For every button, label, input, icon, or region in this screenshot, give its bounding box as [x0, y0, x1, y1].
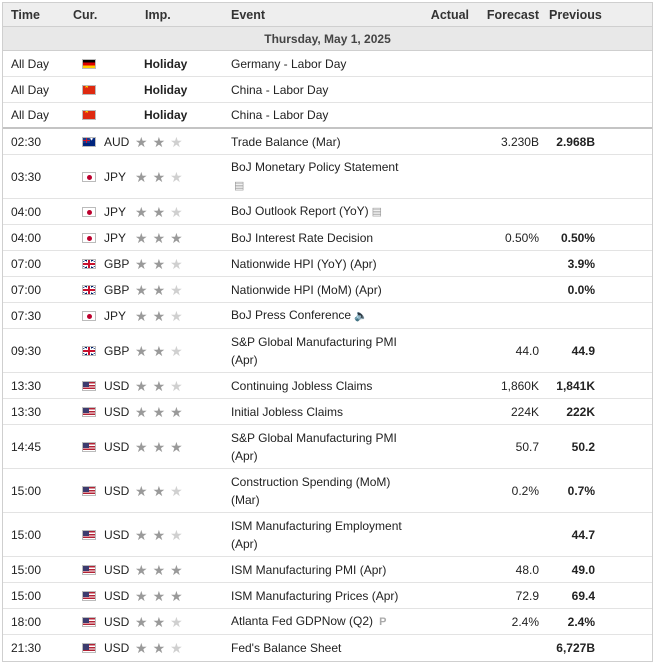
star-filled-icon: ★ — [152, 281, 166, 298]
importance-stars — [135, 135, 223, 149]
event-title[interactable]: BoJ Outlook Report (YoY) — [231, 204, 369, 219]
star-filled-icon: ★ — [152, 526, 166, 543]
star-filled-icon: ★ — [135, 613, 148, 630]
star-filled-icon: ★ — [152, 587, 166, 604]
event-row[interactable] — [3, 225, 652, 251]
importance-stars — [135, 379, 223, 393]
event-title[interactable]: Continuing Jobless Claims — [231, 378, 373, 393]
previous-value: 69.4 — [571, 588, 595, 603]
us-flag-icon — [82, 381, 96, 391]
event-title[interactable]: BoJ Interest Rate Decision — [231, 230, 374, 245]
currency-cell — [69, 484, 135, 498]
forecast-value: 3.230B — [500, 134, 539, 149]
date-band: Thursday, May 1, 2025 — [3, 27, 652, 51]
previous-value: 44.7 — [571, 527, 595, 542]
currency-cell — [69, 344, 135, 358]
currency-cell — [69, 615, 135, 629]
previous-value: 0.50% — [560, 230, 595, 245]
event-title[interactable]: S&P Global Manufacturing PMI (Apr) — [231, 430, 397, 463]
event-name[interactable]: Germany - Labor Day — [231, 56, 347, 71]
star-filled-icon: ★ — [135, 307, 148, 324]
currency-code: USD — [104, 404, 130, 419]
event-row[interactable] — [3, 277, 652, 303]
time-cell: 13:30 — [11, 404, 42, 419]
forecast-value: 224K — [510, 404, 539, 419]
importance-stars — [135, 528, 223, 542]
currency-code: JPY — [104, 204, 127, 219]
star-filled-icon: ★ — [135, 438, 148, 455]
currency-code: GBP — [104, 343, 130, 358]
star-filled-icon: ★ — [152, 640, 166, 656]
currency-cell — [69, 309, 135, 323]
star-filled-icon: ★ — [170, 561, 183, 578]
star-filled-icon: ★ — [135, 377, 148, 394]
event-name[interactable] — [223, 133, 415, 151]
star-filled-icon: ★ — [152, 438, 166, 455]
star-empty-icon: ★ — [170, 168, 183, 185]
importance-stars — [135, 615, 223, 629]
star-empty-icon: ★ — [170, 255, 183, 272]
previous-value: 222K — [566, 404, 595, 419]
star-filled-icon: ★ — [152, 377, 166, 394]
us-flag-icon — [82, 591, 96, 601]
event-title[interactable]: BoJ Press Conference — [231, 308, 352, 323]
currency-cell — [69, 440, 135, 454]
event-row[interactable] — [3, 155, 652, 199]
header-forecast[interactable]: Forecast — [486, 7, 539, 22]
time-cell: 07:00 — [11, 282, 42, 297]
forecast-value: 2.4% — [511, 614, 539, 629]
currency-code: USD — [104, 378, 130, 393]
time-cell: 21:30 — [11, 641, 42, 655]
star-empty-icon: ★ — [170, 203, 183, 220]
forecast-value: 0.2% — [511, 483, 539, 498]
us-flag-icon — [82, 442, 96, 452]
event-name[interactable] — [223, 429, 415, 465]
event-name[interactable] — [223, 377, 415, 395]
event-title[interactable]: BoJ Monetary Policy Statement — [231, 160, 399, 175]
event-row[interactable] — [3, 129, 652, 155]
time-cell: All Day — [11, 82, 50, 97]
event-name[interactable] — [223, 202, 415, 221]
importance-stars — [135, 563, 223, 577]
event-row[interactable] — [3, 399, 652, 425]
event-title[interactable]: ISM Manufacturing Employment (Apr) — [231, 518, 402, 551]
star-filled-icon: ★ — [135, 640, 148, 656]
importance-stars — [135, 205, 223, 219]
event-list — [3, 129, 652, 661]
event-title[interactable]: S&P Global Manufacturing PMI (Apr) — [231, 334, 397, 367]
time-cell: 13:30 — [11, 378, 42, 393]
currency-cell — [69, 283, 135, 297]
currency-cell — [69, 589, 135, 603]
importance-stars — [135, 231, 223, 245]
forecast-value: 50.7 — [515, 439, 539, 454]
currency-code: GBP — [104, 282, 130, 297]
time-cell: 09:30 — [11, 343, 42, 358]
preliminary-icon[interactable]: P — [379, 615, 387, 628]
us-flag-icon — [82, 643, 96, 653]
forecast-value: 44.0 — [515, 343, 539, 358]
japan-flag-icon — [82, 311, 96, 321]
holiday-row[interactable] — [3, 103, 652, 129]
event-title[interactable]: Initial Jobless Claims — [231, 404, 344, 419]
document-icon[interactable]: ▤ — [234, 179, 245, 192]
currency-cell — [69, 205, 135, 219]
star-empty-icon: ★ — [170, 307, 183, 324]
speaker-icon[interactable]: 🔈 — [354, 309, 368, 322]
event-row[interactable] — [3, 329, 652, 373]
star-filled-icon: ★ — [152, 255, 166, 272]
importance-stars — [135, 484, 223, 498]
japan-flag-icon — [82, 207, 96, 217]
time-cell: 03:30 — [11, 169, 42, 184]
importance-stars — [135, 283, 223, 297]
forecast-value: 0.50% — [504, 230, 539, 245]
star-filled-icon: ★ — [135, 168, 148, 185]
previous-value: 0.0% — [567, 282, 595, 297]
star-empty-icon: ★ — [170, 613, 183, 630]
time-cell: All Day — [11, 108, 50, 122]
star-filled-icon: ★ — [152, 403, 166, 420]
star-filled-icon: ★ — [135, 587, 148, 604]
importance-stars — [135, 344, 223, 358]
event-name[interactable]: China - Labor Day — [231, 82, 329, 97]
currency-code: USD — [104, 527, 130, 542]
event-title[interactable]: Trade Balance (Mar) — [231, 134, 341, 149]
star-filled-icon: ★ — [152, 307, 166, 324]
table-header — [3, 3, 652, 27]
event-row[interactable] — [3, 425, 652, 469]
event-row[interactable] — [3, 583, 652, 609]
importance-stars — [135, 641, 223, 655]
time-cell: 04:00 — [11, 230, 42, 245]
holiday-row[interactable] — [3, 51, 652, 77]
us-flag-icon — [82, 565, 96, 575]
currency-cell — [69, 231, 135, 245]
currency-cell — [69, 257, 135, 271]
event-row[interactable] — [3, 513, 652, 557]
event-row[interactable] — [3, 557, 652, 583]
star-filled-icon: ★ — [135, 342, 148, 359]
star-empty-icon: ★ — [170, 133, 183, 150]
event-name[interactable] — [223, 403, 415, 421]
currency-code: GBP — [104, 256, 130, 271]
star-filled-icon: ★ — [135, 133, 148, 150]
importance-stars — [135, 257, 223, 271]
currency-code: JPY — [104, 308, 127, 323]
star-filled-icon: ★ — [170, 587, 183, 604]
china-flag-icon — [82, 85, 96, 95]
star-empty-icon: ★ — [170, 342, 183, 359]
star-filled-icon: ★ — [152, 203, 166, 220]
forecast-value: 72.9 — [515, 588, 539, 603]
event-row[interactable] — [3, 303, 652, 329]
time-cell: 18:00 — [11, 614, 42, 629]
previous-value: 3.9% — [567, 256, 595, 271]
event-title[interactable]: ISM Manufacturing PMI (Apr) — [231, 562, 387, 577]
event-name[interactable] — [223, 229, 415, 247]
currency-code: USD — [104, 614, 130, 629]
time-cell: All Day — [11, 56, 50, 71]
time-cell: 15:00 — [11, 483, 42, 498]
currency-code: JPY — [104, 230, 127, 245]
event-name[interactable] — [223, 333, 415, 369]
importance-stars — [135, 440, 223, 454]
header-previous[interactable]: Previous — [549, 7, 602, 22]
uk-flag-icon — [82, 346, 96, 356]
currency-code: AUD — [104, 134, 130, 149]
uk-flag-icon — [82, 259, 96, 269]
star-filled-icon: ★ — [135, 526, 148, 543]
event-name[interactable] — [223, 281, 415, 299]
currency-code: USD — [104, 439, 130, 454]
previous-value: 50.2 — [571, 439, 595, 454]
economic-calendar — [2, 2, 653, 662]
previous-value: 49.0 — [571, 562, 595, 577]
currency-cell — [69, 641, 135, 655]
event-row[interactable] — [3, 609, 652, 635]
star-filled-icon: ★ — [135, 255, 148, 272]
star-empty-icon: ★ — [170, 640, 183, 656]
time-cell: 07:00 — [11, 256, 42, 271]
previous-value: 2.4% — [567, 614, 595, 629]
event-name[interactable] — [223, 639, 415, 657]
event-row[interactable] — [3, 635, 652, 661]
holiday-label: Holiday — [144, 108, 188, 122]
time-cell: 07:30 — [11, 308, 42, 323]
header-time[interactable]: Time — [11, 7, 40, 22]
star-filled-icon: ★ — [135, 482, 148, 499]
star-filled-icon: ★ — [135, 403, 148, 420]
event-name[interactable] — [223, 517, 415, 553]
event-name[interactable] — [223, 612, 415, 631]
event-name[interactable] — [223, 473, 415, 509]
header-importance[interactable]: Imp. — [145, 7, 171, 22]
event-name[interactable] — [223, 561, 415, 579]
currency-cell — [69, 135, 135, 149]
importance-stars — [135, 405, 223, 419]
event-name[interactable] — [223, 306, 415, 325]
time-cell: 14:45 — [11, 439, 42, 454]
star-filled-icon: ★ — [152, 561, 166, 578]
header-actual[interactable]: Actual — [430, 7, 469, 22]
forecast-value: 1,860K — [500, 378, 539, 393]
star-empty-icon: ★ — [170, 377, 183, 394]
us-flag-icon — [82, 617, 96, 627]
event-name[interactable] — [223, 158, 415, 195]
previous-value: 2.968B — [556, 134, 595, 149]
header-event[interactable]: Event — [231, 7, 266, 22]
holiday-list — [3, 51, 652, 129]
star-filled-icon: ★ — [135, 281, 148, 298]
currency-cell — [69, 85, 135, 95]
currency-code: USD — [104, 562, 130, 577]
event-title[interactable]: ISM Manufacturing Prices (Apr) — [231, 588, 399, 603]
star-filled-icon: ★ — [170, 403, 183, 420]
currency-code: USD — [104, 588, 130, 603]
previous-value: 0.7% — [567, 483, 595, 498]
event-name[interactable] — [223, 255, 415, 273]
previous-value: 6,727B — [556, 641, 595, 655]
star-filled-icon: ★ — [135, 203, 148, 220]
holiday-label: Holiday — [144, 56, 188, 71]
event-name[interactable] — [223, 587, 415, 605]
time-cell: 02:30 — [11, 134, 42, 149]
star-filled-icon: ★ — [135, 229, 148, 246]
currency-cell — [69, 170, 135, 184]
australia-flag-icon — [82, 137, 96, 147]
currency-cell — [69, 110, 135, 120]
currency-cell — [69, 528, 135, 542]
currency-cell — [69, 59, 135, 69]
star-filled-icon: ★ — [152, 133, 166, 150]
event-title[interactable]: Nationwide HPI (YoY) (Apr) — [231, 256, 377, 271]
event-row[interactable] — [3, 251, 652, 277]
currency-cell — [69, 405, 135, 419]
previous-value: 1,841K — [556, 378, 595, 393]
event-row[interactable] — [3, 199, 652, 225]
uk-flag-icon — [82, 285, 96, 295]
event-title[interactable]: Fed's Balance Sheet — [231, 641, 342, 655]
china-flag-icon — [82, 110, 96, 120]
germany-flag-icon — [82, 59, 96, 69]
currency-code: USD — [104, 641, 130, 655]
us-flag-icon — [82, 407, 96, 417]
header-currency[interactable]: Cur. — [73, 7, 98, 22]
star-filled-icon: ★ — [170, 438, 183, 455]
star-empty-icon: ★ — [170, 482, 183, 499]
currency-cell — [69, 563, 135, 577]
us-flag-icon — [82, 530, 96, 540]
holiday-label: Holiday — [144, 82, 188, 97]
currency-code: USD — [104, 483, 130, 498]
star-empty-icon: ★ — [170, 526, 183, 543]
currency-code: JPY — [104, 169, 127, 184]
event-row[interactable] — [3, 373, 652, 399]
event-title[interactable]: Atlanta Fed GDPNow (Q2) — [231, 614, 374, 629]
star-filled-icon: ★ — [170, 229, 183, 246]
holiday-row[interactable] — [3, 77, 652, 103]
importance-stars — [135, 170, 223, 184]
star-filled-icon: ★ — [152, 342, 166, 359]
time-cell: 15:00 — [11, 562, 42, 577]
document-icon[interactable]: ▤ — [371, 205, 383, 218]
japan-flag-icon — [82, 172, 96, 182]
forecast-value: 48.0 — [515, 562, 539, 577]
event-row[interactable] — [3, 469, 652, 513]
event-title[interactable]: Nationwide HPI (MoM) (Apr) — [231, 282, 382, 297]
event-title[interactable]: Construction Spending (MoM) (Mar) — [231, 474, 391, 507]
star-filled-icon: ★ — [152, 613, 166, 630]
star-filled-icon: ★ — [152, 482, 166, 499]
japan-flag-icon — [82, 233, 96, 243]
time-cell: 15:00 — [11, 527, 42, 542]
importance-stars — [135, 589, 223, 603]
time-cell: 04:00 — [11, 204, 42, 219]
us-flag-icon — [82, 486, 96, 496]
star-empty-icon: ★ — [170, 281, 183, 298]
star-filled-icon: ★ — [152, 168, 166, 185]
star-filled-icon: ★ — [152, 229, 166, 246]
star-filled-icon: ★ — [135, 561, 148, 578]
event-name[interactable]: China - Labor Day — [231, 108, 329, 122]
time-cell: 15:00 — [11, 588, 42, 603]
previous-value: 44.9 — [571, 343, 595, 358]
currency-cell — [69, 379, 135, 393]
importance-stars — [135, 309, 223, 323]
